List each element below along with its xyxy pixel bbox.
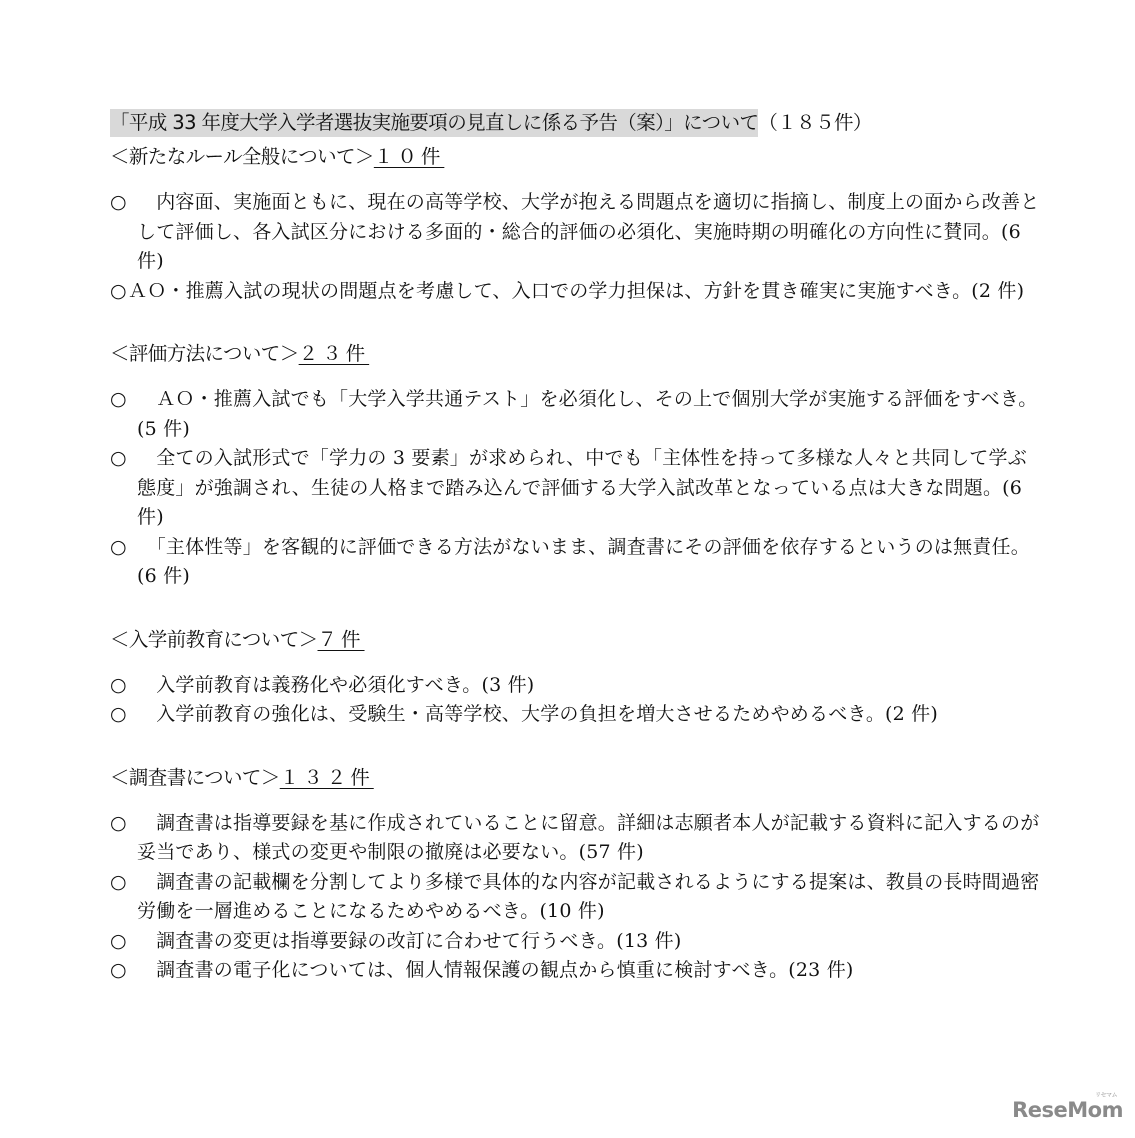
circle-bullet-icon: ○ [110,673,127,696]
title-highlighted: 「平成 33 年度大学入学者選抜実施要項の見直しに係る予告（案）」について [110,109,758,137]
list-item [110,809,1040,868]
section-count: ２３件 [298,342,370,365]
section-title: ＜調査書について＞ [110,765,280,789]
list-item [110,956,1040,986]
section-heading-pre-admission-education [110,625,1040,655]
list-item [110,533,1040,592]
circle-bullet-icon: ○ [110,870,127,893]
section-title: ＜新たなルール全般について＞ [110,145,374,168]
circle-bullet-icon: ○ [110,388,127,410]
circle-bullet-icon: ○ [110,811,127,834]
list-item [110,188,1040,277]
circle-bullet-icon: ○ [110,191,127,213]
list-item [110,927,1040,957]
item-text: 入学前教育は義務化や必須化すべき。(3 件) [137,673,535,696]
circle-bullet-icon: ○ [110,447,127,469]
section-title: ＜入学前教育について＞ [110,627,318,651]
item-text: 全ての入試形式で「学力の 3 要素」が求められ、中でも「主体性を持って多様な人々と共同して学ぶ態度」が強調され、生徒の人格まで踏み込んで評価する大学入試改革となっている点は大きな問題。(6 件) [137,447,1027,528]
item-text: 入学前教育の強化は、受験生・高等学校、大学の負担を増大させるためやめるべき。(2 件) [137,703,938,725]
document-title [110,106,1040,140]
list-item [110,277,1040,307]
item-text: 調査書は指導要録を基に作成されていることに留意。詳細は志願者本人が記載する資料に記入するのが妥当であり、様式の変更や制限の撤廃は必要ない。(57 件) [137,811,1040,863]
title-count: （１８５件） [758,111,872,134]
list-item [110,444,1040,533]
circle-bullet-icon: ○ [110,703,127,725]
resemom-logo [1012,1092,1123,1122]
section-heading-new-rules [110,142,1040,172]
section-items [110,188,1040,306]
list-item [110,868,1040,927]
section-title: ＜評価方法について＞ [110,342,299,365]
logo-text: ReseMom [1012,1098,1123,1122]
list-item [110,385,1040,444]
circle-bullet-icon: ○ [110,929,127,952]
section-heading-report-card [110,763,1040,793]
item-text: 内容面、実施面ともに、現在の高等学校、大学が抱える問題点を適切に指摘し、制度上の面から改善として評価し、各入試区分における多面的・総合的評価の必須化、実施時期の明確化の方向性に賛同。(6 件) [137,191,1040,272]
item-text: 調査書の変更は指導要録の改訂に合わせて行うべき。(13 件) [137,929,682,952]
section-items [110,385,1040,592]
section-count: １３２件 [279,765,374,789]
section-count: ７件 [317,627,365,651]
list-item [110,700,1040,730]
section-count: １０件 [373,145,445,168]
circle-bullet-icon: ○ [110,959,127,981]
section-items [110,671,1040,730]
item-text: 調査書の記載欄を分割してより多様で具体的な内容が記載されるようにする提案は、教員の長時間過密労働を一層進めることになるためやめるべき。(10 件) [137,870,1040,922]
document-body [110,106,1040,986]
item-text: 「主体性等」を客観的に評価できる方法がないまま、調査書にその評価を依存するというのは無責任。(6 件) [137,535,1030,587]
circle-bullet-icon: ○ [110,279,127,302]
item-text: 調査書の電子化については、個人情報保護の観点から慎重に検討すべき。(23 件) [137,959,854,981]
circle-bullet-icon: ○ [110,535,127,558]
section-heading-evaluation-method [110,339,1040,369]
list-item [110,671,1040,701]
item-text: ＡＯ・推薦入試でも「大学入学共通テスト」を必須化し、その上で個別大学が実施する評価をすべき。(5 件) [137,388,1038,440]
logo-ruby: リセマム [1095,1092,1117,1099]
item-text: ＡＯ・推薦入試の現状の問題点を考慮して、入口での学力担保は、方針を貫き確実に実施すべき。(2 件) [128,279,1025,302]
section-items [110,809,1040,986]
